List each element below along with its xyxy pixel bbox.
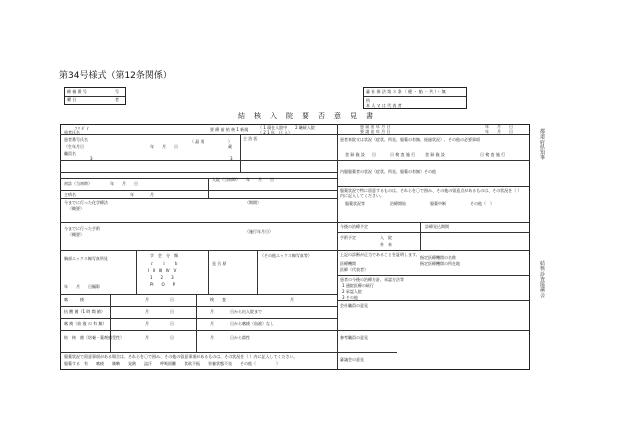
top-left-box <box>64 87 126 105</box>
lab-row-3-a: 月 <box>145 321 149 326</box>
xray-other: （その他エックス線写真等） <box>260 253 312 258</box>
medication-section-label: 内服服薬者の状況（症状、所見、服薬の有無）その他 <box>340 169 436 174</box>
occupation-label: 職員名 <box>64 151 76 156</box>
top-left-r2b: 者 <box>115 97 119 102</box>
document-title: 結 核 入 院 要 否 意 見 書 <box>238 112 374 120</box>
xray-class-row-2: Ⅰ Ⅱ Ⅲ Ⅳ Ⅴ <box>148 268 177 273</box>
main-disease-v2: 月 <box>150 192 154 197</box>
lab-row-3-label: 喀 痰（血 液 の 有 無） <box>64 321 107 326</box>
surgery-label: 今までに行った手術 <box>64 226 100 231</box>
footer-items: 服薬する 有 喀痰 咳嗽 発熱 盗汗 呼吸困難 食欲不振 栄養状態不良 その他（ ） <box>64 361 280 366</box>
lab-row-1-d: 月 <box>290 297 294 302</box>
medication-note: 服薬状況で特に留意するものは、それらを〇で囲み、その他の留意点があるものは、その状況を（ ）内に記入してください。 <box>340 188 522 198</box>
medication-status: 服薬状況等 <box>345 201 365 206</box>
first-visit-value: 年 月 日 <box>110 181 138 186</box>
inpatient-date: （ 2 1 年 日 入） <box>258 130 293 135</box>
chemo-summary: （概要） <box>68 206 84 211</box>
patient-name-row-label: 患者番号氏名 <box>64 137 88 142</box>
lab-row-2-label: 抗 酸 菌（1 時 間 値） <box>64 309 105 314</box>
lab-row-4-label: 結 核 菌（培養・薬剤感受性） <box>64 335 124 340</box>
treatment-start: 治療開始 <box>390 201 406 206</box>
doctor-label: 医師（代表者） <box>340 267 368 272</box>
xray-class-row-3: 1 2 3 <box>150 275 174 280</box>
policy-label: 患者の今後の治療方針、承認方法等 <box>340 277 404 282</box>
lab-row-4-d: 日から陰性 <box>230 335 250 340</box>
report-date-value: 年 月 日 <box>485 124 513 129</box>
margin-text-prefecture: 都道府県知事 <box>540 129 546 162</box>
patient-name-row-v1: （ 晶 男 <box>190 139 205 144</box>
furigana-label: ﾌ ﾘ ｶﾞ ﾅ <box>75 126 89 131</box>
occupation-v1: 3 <box>90 156 93 161</box>
xray-label: 胸部エックス線写真所見 <box>64 256 108 261</box>
admission-value: 入院（当初時） 年 月 日 <box>212 177 274 182</box>
request-date-label: 要 請 出 年 月 日 <box>360 129 391 134</box>
insurer-line: 審 社 保 法 第 ３ 条 （ 健 ・ 船 ・ 共 ）・ 無 <box>366 89 446 94</box>
age-label: 歳 <box>228 144 232 149</box>
history-e: 日 検 査 施 行 <box>480 152 506 157</box>
council-opinion-label: 審議会の意見 <box>340 357 364 362</box>
lab-row-3-d: 日から喀痰（血液）なし <box>230 321 274 326</box>
policy-3: 3 その他 <box>342 295 358 300</box>
surgery-summary: （概要） <box>68 232 84 237</box>
history-c: 日 検 査 施 行 <box>390 152 416 157</box>
chemo-label: 今までに行った化学療法 <box>64 200 108 205</box>
treatment-period-label: 診療見込期間 <box>425 224 449 229</box>
footer-note: 服薬状況で留意事項がある場合は、それらを〇で囲み、その他の留意事項があるものは、その状況を（ ）内に記入してください。 <box>64 354 298 359</box>
lab-row-2-c: 月 <box>210 309 214 314</box>
lab-row-2-b: 日 <box>170 309 174 314</box>
history-d: 登 録 施 設 <box>425 152 445 157</box>
tb-status: 要 療 前 結 核 1 新規 <box>210 127 249 132</box>
outpatient-label: 外 来 <box>380 242 392 247</box>
treatment-plan-label: 今後の治療予定 <box>340 224 368 229</box>
top-right-b: 本 人 又 は 代 表 者 <box>366 103 402 108</box>
facility-name-label: 指定医療機関の名称 <box>420 255 456 260</box>
reference-opinion-label: 参考職員の意見 <box>340 335 368 340</box>
main-disease-v1: 年 <box>130 192 134 197</box>
main-disease-label: 主病名 <box>64 192 76 197</box>
request-date-value: 年 月 日 <box>485 129 513 134</box>
lab-row-4-c: 月 <box>210 335 214 340</box>
top-left-r1a: 療 養 番 号 <box>67 89 87 94</box>
lab-row-4-a: 月 <box>145 335 149 340</box>
patient-name-row-v2: ） <box>228 139 232 144</box>
facility-label: 医療機関 <box>340 261 356 266</box>
policy-1: 1 通院医療の続行 <box>342 283 374 288</box>
birthdate-value: 年 月 日 <box>150 144 178 149</box>
margin-text-council: 結核診査協議会 <box>540 261 546 299</box>
inpatient-label: 入 院 <box>380 235 392 240</box>
lab-row-1-b: 日 <box>170 297 174 302</box>
top-left-r2a: 曜 日 <box>67 97 77 102</box>
policy-2: 2 承認入院 <box>342 289 362 294</box>
lab-row-4-b: 日 <box>170 335 174 340</box>
physician-label: 主 治 医 <box>243 136 258 141</box>
first-visit-label: 初診（当初時） <box>64 181 92 186</box>
xray-class-row-1: ｒ ｌ ｂ <box>150 261 178 266</box>
history-section-label: 患者来院又は状況（症状、所見、服薬の有無、経過状況）、その他の必要事項 <box>340 137 480 142</box>
surgery-date: （施行年月日） <box>245 229 273 234</box>
staff-opinion-label: 会社職員の意見 <box>340 303 368 308</box>
chemo-period: （期間） <box>245 200 261 205</box>
lab-row-3-b: 日 <box>170 321 174 326</box>
xray-date: 年 月 日撮影 <box>64 284 100 289</box>
medication-other: その他（ ） <box>470 201 494 206</box>
xray-classification-title: 学 会 分 類 <box>150 253 178 258</box>
medication-interrupt: 服薬中断 <box>430 201 446 206</box>
top-left-r1b: 号 <box>115 89 119 94</box>
occupation-v2: 3 <box>230 156 233 161</box>
history-b: 日 <box>372 152 376 157</box>
history-a: 登 録 施 設 <box>345 152 365 157</box>
top-right-a: 所 <box>366 98 370 103</box>
certification-text: 上記の診断が正当であることを証明します。 <box>340 252 420 257</box>
report-date-label: 患 届 出 年 月 日 <box>360 124 391 129</box>
patient-name-label: 患者氏名 <box>64 130 80 135</box>
lab-row-3-c: 月 <box>210 321 214 326</box>
inpatient-status: （ 1 現在入院中 2 継続入院 <box>258 125 315 130</box>
lab-row-1-label: 喀 痰 <box>64 297 84 302</box>
lab-row-1-a: 月 <box>145 297 149 302</box>
lab-row-2-d: 日から出入院まで <box>230 309 262 314</box>
facility-address-label: 指定医療機関の所在地 <box>420 261 460 266</box>
birthdate-label: （生年月日 <box>64 144 84 149</box>
top-right-box <box>363 87 467 109</box>
xray-findings: 見 合 原 <box>212 261 227 266</box>
surgery-plan-label: 手術予定 <box>340 235 356 240</box>
lab-row-1-c: 検 査 <box>210 297 226 302</box>
form-code: 第34号様式（第12条関係） <box>59 71 172 81</box>
xray-class-row-4: Pl O P <box>150 282 176 287</box>
lab-row-2-a: 月 <box>145 309 149 314</box>
